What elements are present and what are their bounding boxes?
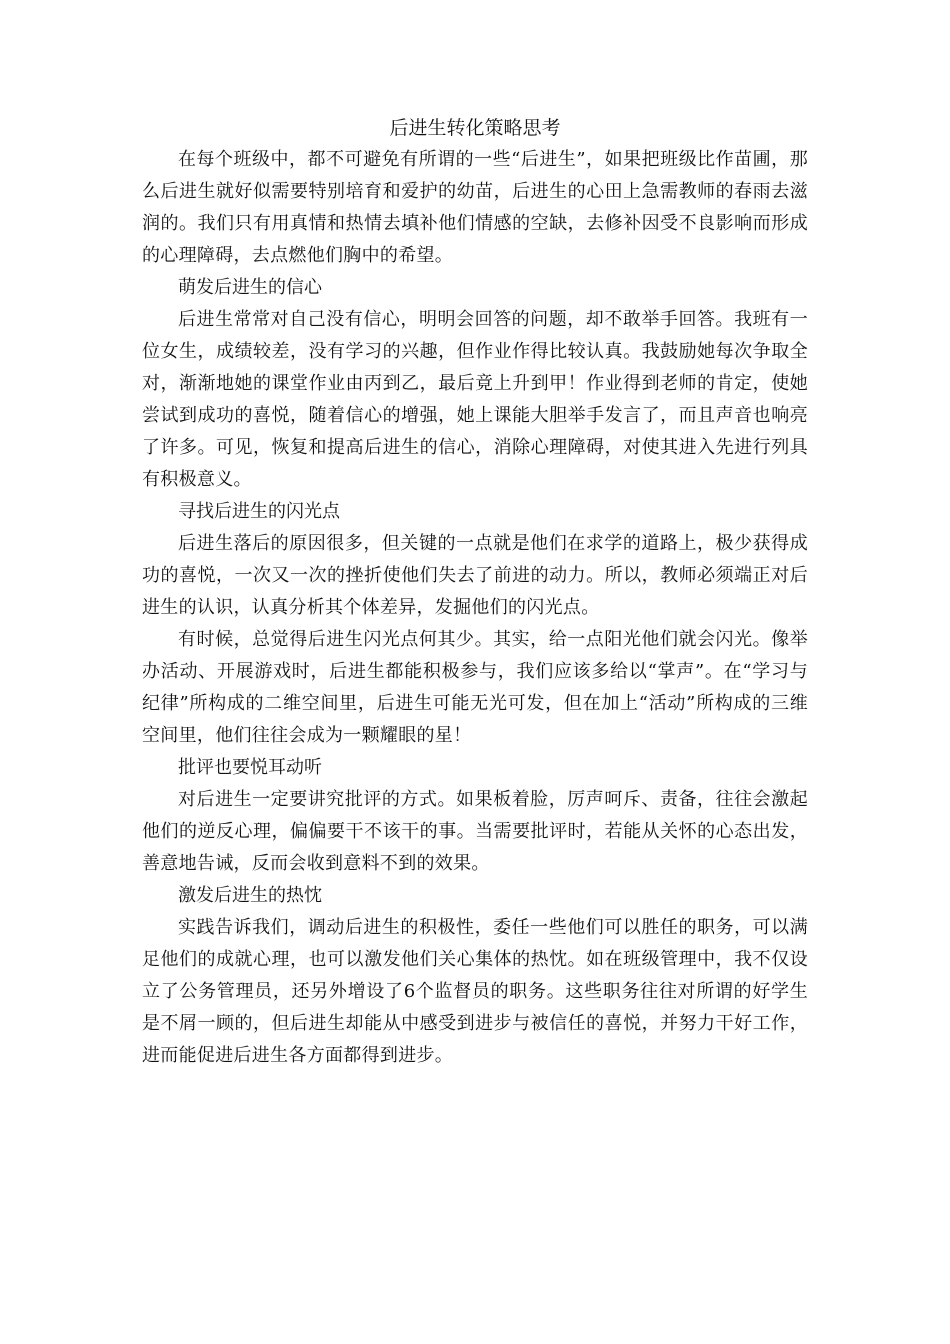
section-paragraph: 后进生落后的原因很多，但关键的一点就是他们在求学的道路上，极少获得成功的喜悦，一次又一次的挫折使他们失去了前进的动力。所以，教师必须端正对后进生的认识，认真分析其个体差异，发掘他们的闪光点。 — [142, 533, 808, 618]
section-paragraph: 实践告诉我们，调动后进生的积极性，委任一些他们可以胜任的职务，可以满足他们的成就心理，也可以激发他们关心集体的热忱。如在班级管理中，我不仅设立了公务管理员，还另外增设了6个监督员的职务。这些职务往往对所谓的好学生是不屑一顾的，但后进生却能从中感受到进步与被信任的喜悦，并努力干好工作，进而能促进后进生各方面都得到进步。 — [142, 917, 808, 1066]
section-paragraph: 后进生常常对自己没有信心，明明会回答的问题，却不敢举手回答。我班有一位女生，成绩较差，没有学习的兴趣，但作业作得比较认真。我鼓励她每次争取全对，渐渐地她的课堂作业由丙到乙，最后竟上升到甲！作业得到老师的肯定，使她尝试到成功的喜悦，随着信心的增强，她上课能大胆举手发言了，而且声音也响亮了许多。可见，恢复和提高后进生的信心，消除心理障碍，对使其进入先进行列具有积极意义。 — [142, 309, 808, 490]
section-paragraph: 对后进生一定要讲究批评的方式。如果板着脸，厉声呵斥、责备，往往会激起他们的逆反心理，偏偏要干不该干的事。当需要批评时，若能从关怀的心态出发，善意地告诫，反而会收到意料不到的效果。 — [142, 789, 808, 874]
section-heading-highlights: 寻找后进生的闪光点 — [178, 501, 340, 522]
section-heading-criticism: 批评也要悦耳动听 — [178, 757, 322, 778]
section-heading-enthusiasm: 激发后进生的热忱 — [178, 885, 322, 906]
intro-paragraph: 在每个班级中，都不可避免有所谓的一些“后进生”，如果把班级比作苗圃，那么后进生就好似需要特别培育和爱护的幼苗，后进生的心田上急需教师的春雨去滋润的。我们只有用真情和热情去填补他们情感的空缺，去修补因受不良影响而形成的心理障碍，去点燃他们胸中的希望。 — [142, 149, 808, 266]
document-page — [142, 112, 808, 1072]
section-heading-confidence: 萌发后进生的信心 — [178, 277, 322, 298]
document-title: 后进生转化策略思考 — [389, 117, 561, 139]
section-paragraph: 有时候，总觉得后进生闪光点何其少。其实，给一点阳光他们就会闪光。像举办活动、开展游戏时，后进生都能积极参与，我们应该多给以“掌声”。在“学习与纪律”所构成的二维空间里，后进生可能无光可发，但在加上“活动”所构成的三维空间里，他们往往会成为一颗耀眼的星！ — [142, 629, 808, 746]
